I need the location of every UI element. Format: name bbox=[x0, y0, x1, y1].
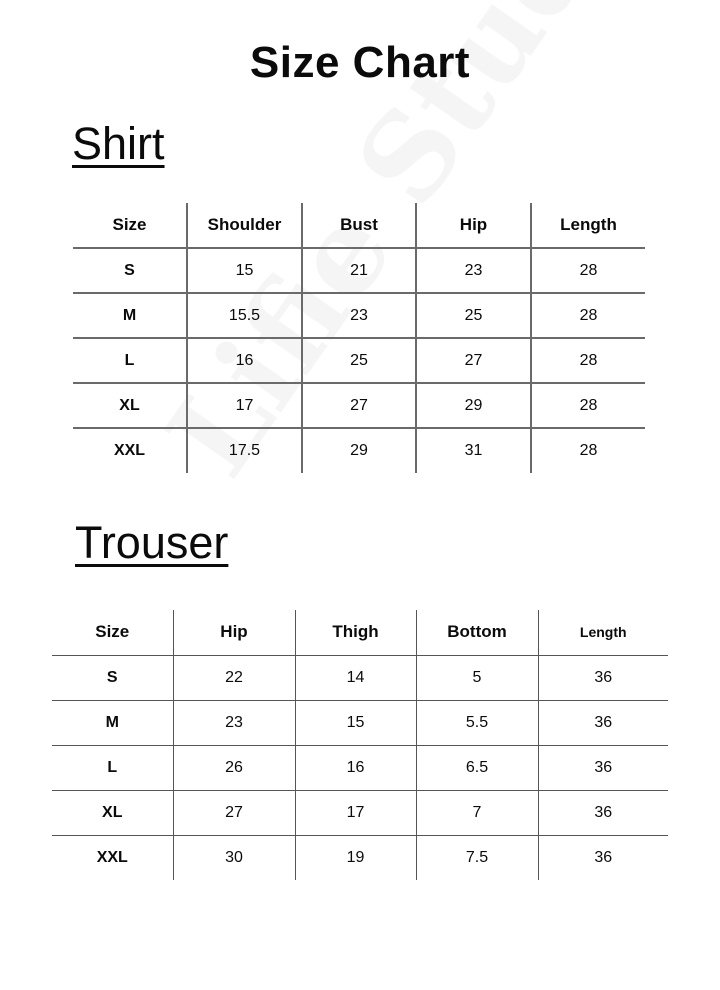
table-cell: 15.5 bbox=[187, 293, 302, 338]
size-cell: XXL bbox=[113, 442, 146, 459]
table-cell: 7 bbox=[416, 790, 538, 835]
table-cell: 26 bbox=[173, 745, 295, 790]
table-row bbox=[73, 293, 645, 338]
trouser-size-table bbox=[52, 610, 668, 880]
table-header-row bbox=[73, 203, 645, 248]
table-row bbox=[73, 338, 645, 383]
table-cell: 28 bbox=[531, 428, 645, 473]
table-row bbox=[73, 428, 645, 473]
column-header: Bust bbox=[302, 203, 416, 248]
table-cell: 36 bbox=[538, 655, 668, 700]
table-cell: 17.5 bbox=[187, 428, 302, 473]
shirt-section-heading: Shirt bbox=[72, 118, 165, 169]
column-header: Length bbox=[531, 203, 645, 248]
column-header: Thigh bbox=[295, 610, 416, 655]
table-cell: 23 bbox=[173, 700, 295, 745]
shirt-size-table bbox=[73, 203, 645, 473]
table-cell: 31 bbox=[416, 428, 531, 473]
table-cell: 17 bbox=[187, 383, 302, 428]
table-cell: 29 bbox=[302, 428, 416, 473]
table-cell: 30 bbox=[173, 835, 295, 880]
table-header-row bbox=[52, 610, 668, 655]
table-cell: 15 bbox=[295, 700, 416, 745]
table-cell: 23 bbox=[416, 248, 531, 293]
column-header: Shoulder bbox=[187, 203, 302, 248]
table-cell: 28 bbox=[531, 338, 645, 383]
size-cell: M bbox=[73, 293, 187, 338]
table-cell: 29 bbox=[416, 383, 531, 428]
page-title: Size Chart bbox=[249, 38, 471, 87]
table-cell: 28 bbox=[531, 248, 645, 293]
size-cell: L bbox=[52, 745, 173, 790]
table-cell: 36 bbox=[538, 745, 668, 790]
size-cell: M bbox=[52, 700, 173, 745]
table-cell: 27 bbox=[302, 383, 416, 428]
table-row bbox=[52, 700, 668, 745]
table-cell: 28 bbox=[531, 383, 645, 428]
size-cell: S bbox=[73, 248, 187, 293]
table-cell: 21 bbox=[302, 248, 416, 293]
column-header: Size bbox=[52, 610, 173, 655]
table-row bbox=[73, 248, 645, 293]
table-cell: 16 bbox=[295, 745, 416, 790]
size-cell: XL bbox=[52, 790, 173, 835]
table-cell: 5.5 bbox=[416, 700, 538, 745]
column-header: Size bbox=[73, 203, 187, 248]
table-row bbox=[73, 383, 645, 428]
table-row bbox=[52, 745, 668, 790]
table-cell: 17 bbox=[295, 790, 416, 835]
table-cell: 36 bbox=[538, 835, 668, 880]
table-cell: 7.5 bbox=[416, 835, 538, 880]
table-row bbox=[52, 790, 668, 835]
table-cell: 36 bbox=[538, 790, 668, 835]
table-row bbox=[52, 655, 668, 700]
table-cell: 22 bbox=[173, 655, 295, 700]
table-cell: 36 bbox=[538, 700, 668, 745]
table-cell: 19 bbox=[295, 835, 416, 880]
table-cell: 28 bbox=[531, 293, 645, 338]
table-row bbox=[52, 835, 668, 880]
table-cell: 23 bbox=[302, 293, 416, 338]
table-cell: 14 bbox=[295, 655, 416, 700]
column-header: Hip bbox=[416, 203, 531, 248]
column-header: Hip bbox=[173, 610, 295, 655]
table-cell: 15 bbox=[187, 248, 302, 293]
trouser-section-heading: Trouser bbox=[75, 517, 229, 568]
table-cell: 25 bbox=[302, 338, 416, 383]
column-header: Bottom bbox=[416, 610, 538, 655]
size-cell: XL bbox=[73, 383, 187, 428]
table-cell: 6.5 bbox=[416, 745, 538, 790]
column-header: Length bbox=[538, 610, 668, 655]
table-cell: 16 bbox=[187, 338, 302, 383]
table-cell: 5 bbox=[416, 655, 538, 700]
table-cell: 27 bbox=[416, 338, 531, 383]
size-cell: XXL bbox=[96, 848, 128, 866]
size-cell: L bbox=[73, 338, 187, 383]
size-cell: S bbox=[52, 655, 173, 700]
table-cell: 25 bbox=[416, 293, 531, 338]
table-cell: 27 bbox=[173, 790, 295, 835]
